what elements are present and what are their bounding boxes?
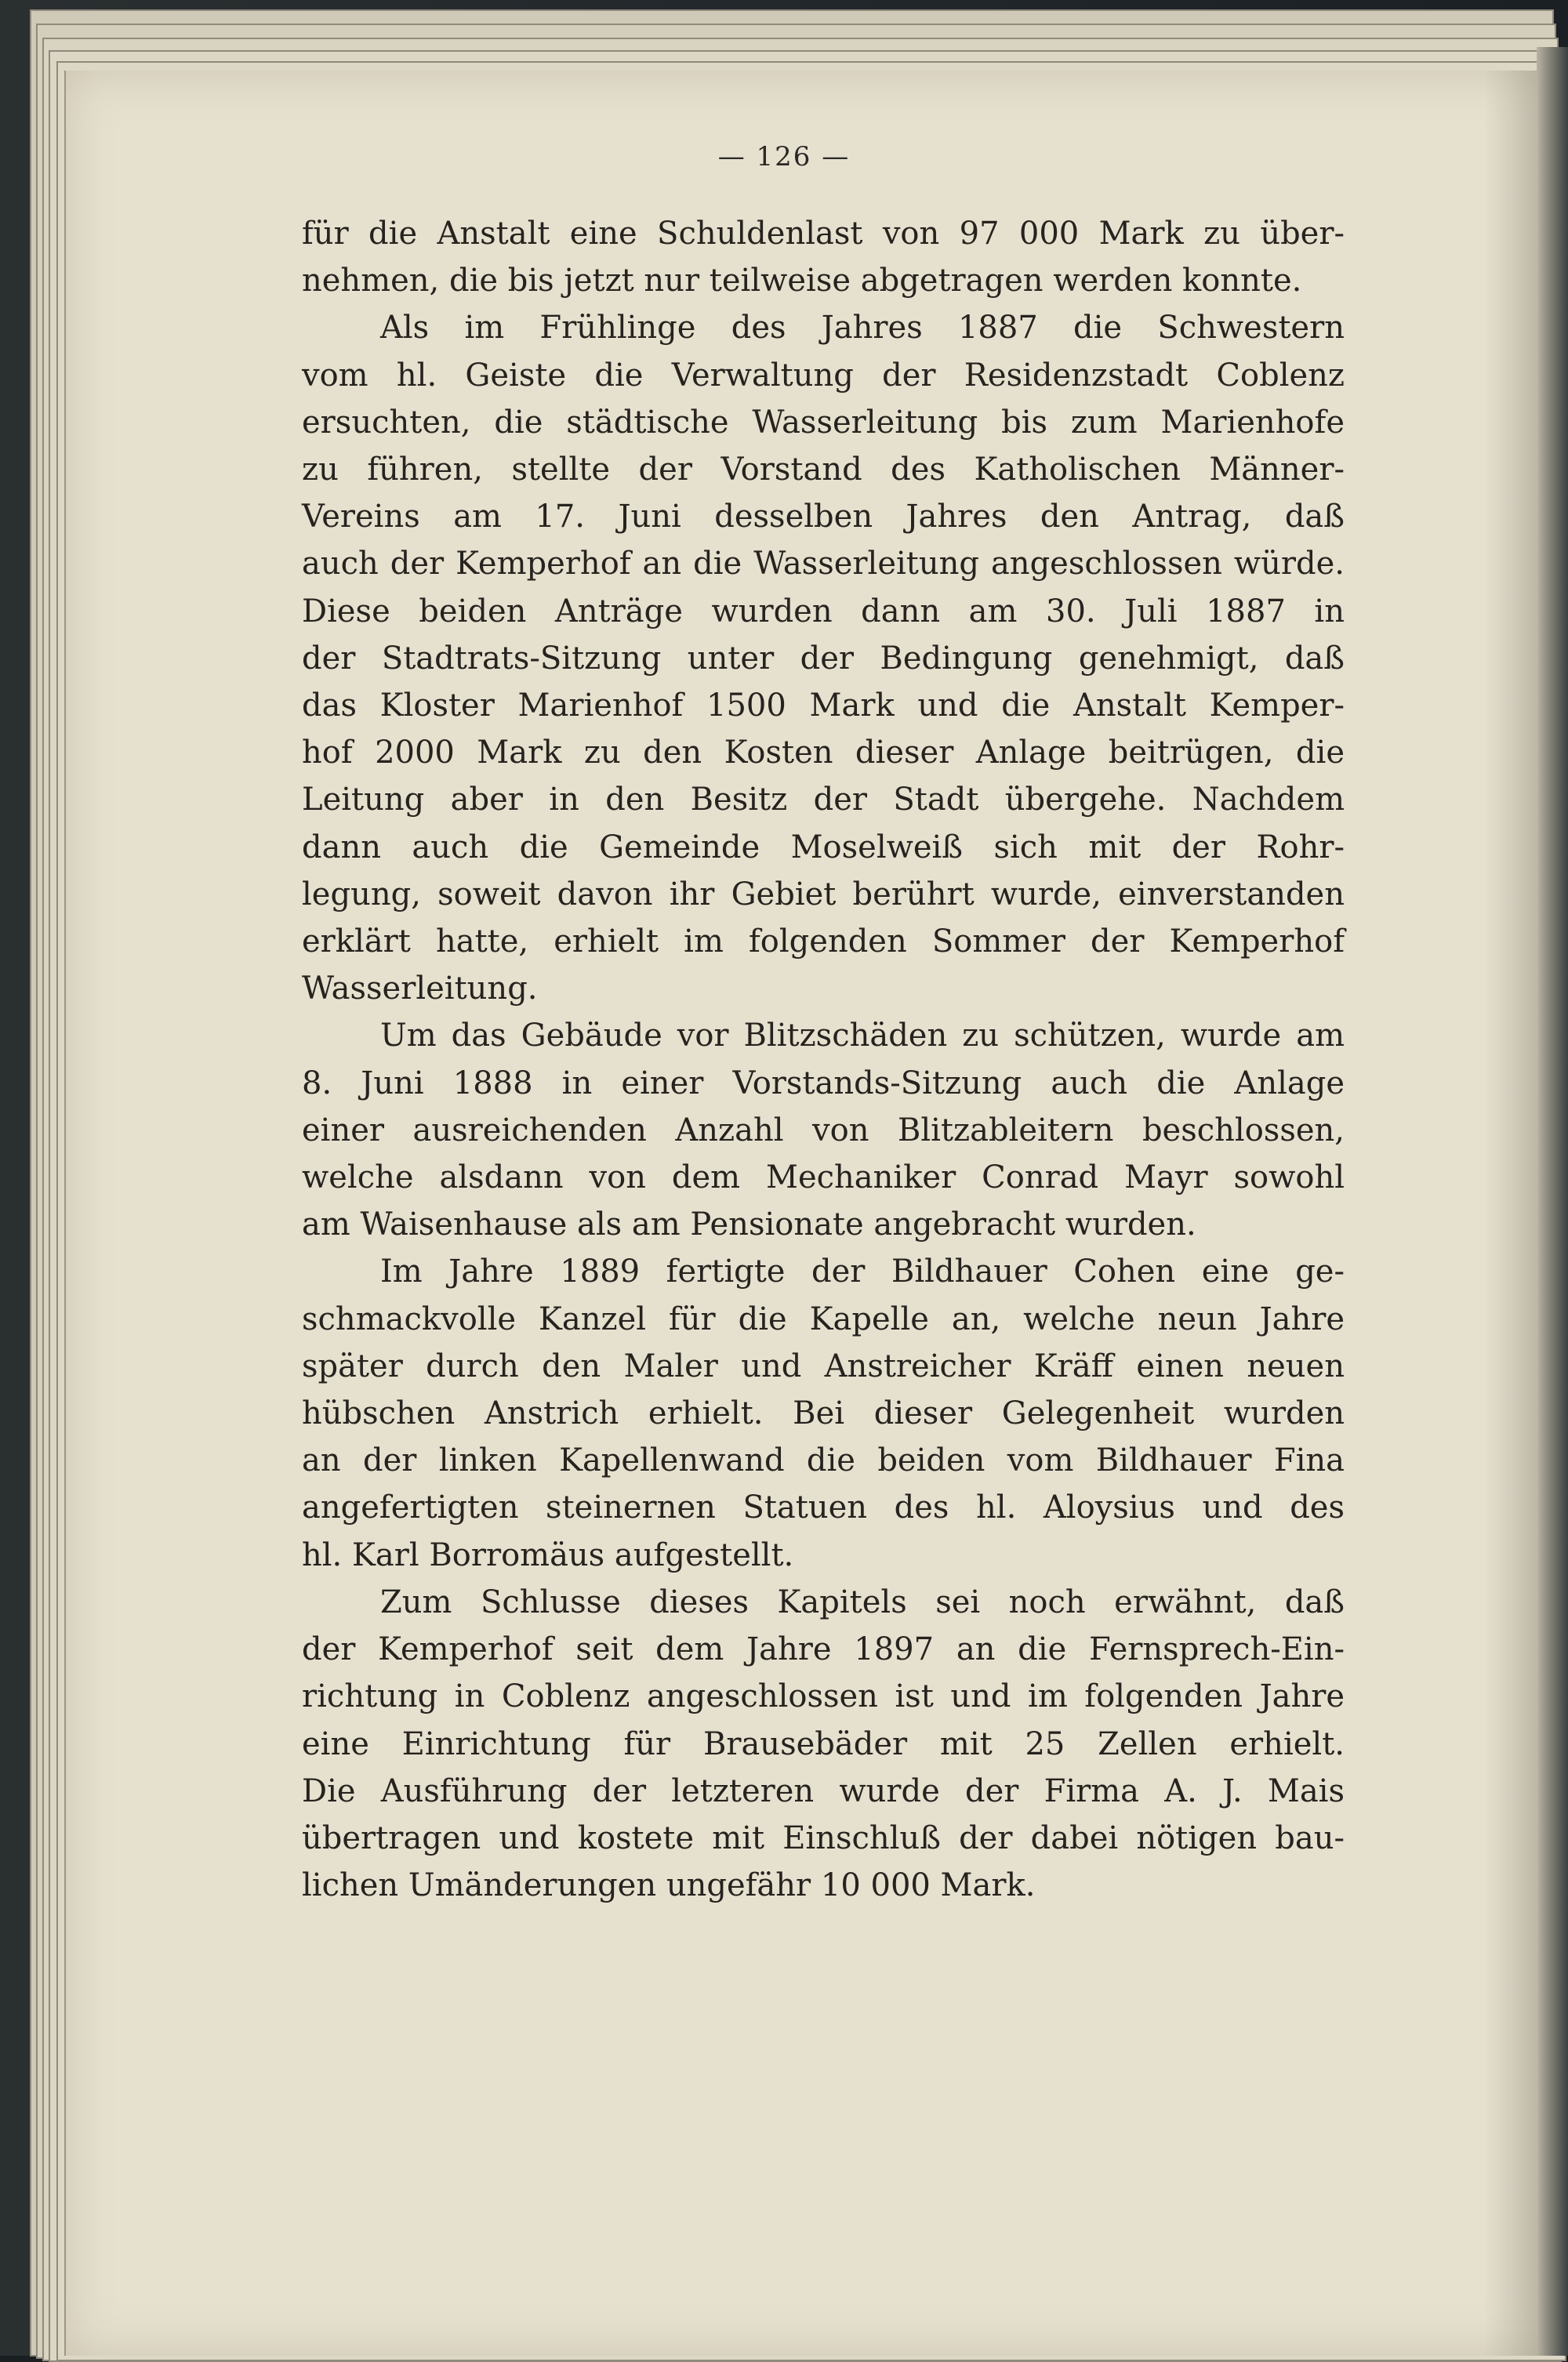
text-line: Zum Schlusse dieses Kapitels sei noch erwähnt, daß: [380, 1584, 1345, 1620]
text-line: später durch den Maler und Anstreicher Kräff einen neuen: [302, 1348, 1345, 1384]
text-line: für die Anstalt eine Schuldenlast von 97 000 Mark zu über-: [302, 216, 1345, 252]
text-line: eine Einrichtung für Brausebäder mit 25 Zellen erhielt.: [302, 1725, 1345, 1762]
text-line: lichen Umänderungen ungefähr 10 000 Mark.: [302, 1867, 1036, 1904]
body-text: [302, 210, 1345, 1909]
text-line: nehmen, die bis jetzt nur teilweise abgetragen werden konnte.: [302, 263, 1302, 299]
text-line: Vereins am 17. Juni desselben Jahres den Antrag, daß: [302, 499, 1345, 535]
paragraph: [302, 304, 1345, 1012]
paragraph: [302, 1248, 1345, 1578]
text-line: angefertigten steinernen Statuen des hl. Aloysius und des: [302, 1489, 1345, 1526]
paragraph: [302, 1579, 1345, 1909]
text-line: ersuchten, die städtische Wasserleitung bis zum Marienhofe: [302, 404, 1345, 441]
text-line: auch der Kemperhof an die Wasserleitung angeschlossen würde.: [302, 546, 1345, 582]
text-line: richtung in Coblenz angeschlossen ist und im folgenden Jahre: [302, 1678, 1345, 1715]
text-line: der Stadtrats-Sitzung unter der Bedingung genehmigt, daß: [302, 640, 1345, 677]
text-line: Um das Gebäude vor Blitzschäden zu schützen, wurde am: [380, 1018, 1345, 1054]
text-line: der Kemperhof seit dem Jahre 1897 an die Fernsprech-Ein-: [302, 1631, 1345, 1668]
text-line: das Kloster Marienhof 1500 Mark und die Anstalt Kemper-: [302, 688, 1345, 724]
text-line: 8. Juni 1888 in einer Vorstands-Sitzung auch die Anlage: [302, 1065, 1345, 1101]
text-line: an der linken Kapellenwand die beiden vom Bildhauer Fina: [302, 1442, 1345, 1479]
text-line: Die Ausführung der letzteren wurde der Firma A. J. Mais: [302, 1772, 1345, 1809]
book-spine-strip: [1537, 47, 1568, 2356]
text-line: Wasserleitung.: [302, 971, 538, 1007]
text-line: dann auch die Gemeinde Moselweiß sich mit der Rohr-: [302, 829, 1345, 865]
text-line: Diese beiden Anträge wurden dann am 30. Juli 1887 in: [302, 593, 1345, 630]
text-line: schmackvolle Kanzel für die Kapelle an, welche neun Jahre: [302, 1301, 1345, 1337]
text-line: Im Jahre 1889 fertigte der Bildhauer Cohen eine ge-: [380, 1254, 1345, 1290]
page-number: — 126 —: [717, 141, 851, 172]
paragraph: [302, 210, 1345, 304]
text-line: Leitung aber in den Besitz der Stadt übergehe. Nachdem: [302, 782, 1345, 818]
text-line: erklärt hatte, erhielt im folgenden Sommer der Kemperhof: [302, 923, 1345, 960]
spine-shadow: [1483, 71, 1538, 2356]
text-line: einer ausreichenden Anzahl von Blitzableitern beschlossen,: [302, 1112, 1345, 1148]
text-line: hof 2000 Mark zu den Kosten dieser Anlage beitrügen, die: [302, 735, 1345, 771]
text-line: übertragen und kostete mit Einschluß der dabei nötigen bau-: [302, 1820, 1345, 1856]
text-line: am Waisenhause als am Pensionate angebracht wurden.: [302, 1206, 1196, 1243]
text-line: Als im Frühlinge des Jahres 1887 die Schwestern: [380, 310, 1345, 346]
text-line: zu führen, stellte der Vorstand des Katholischen Männer-: [302, 452, 1345, 488]
text-line: hl. Karl Borromäus aufgestellt.: [302, 1537, 794, 1573]
text-line: legung, soweit davon ihr Gebiet berührt wurde, einverstanden: [302, 876, 1345, 913]
text-line: welche alsdann von dem Mechaniker Conrad Mayr sowohl: [302, 1159, 1345, 1196]
paragraph: [302, 1012, 1345, 1248]
text-line: vom hl. Geiste die Verwaltung der Residenzstadt Coblenz: [302, 357, 1345, 394]
text-line: hübschen Anstrich erhielt. Bei dieser Gelegenheit wurden: [302, 1395, 1345, 1432]
